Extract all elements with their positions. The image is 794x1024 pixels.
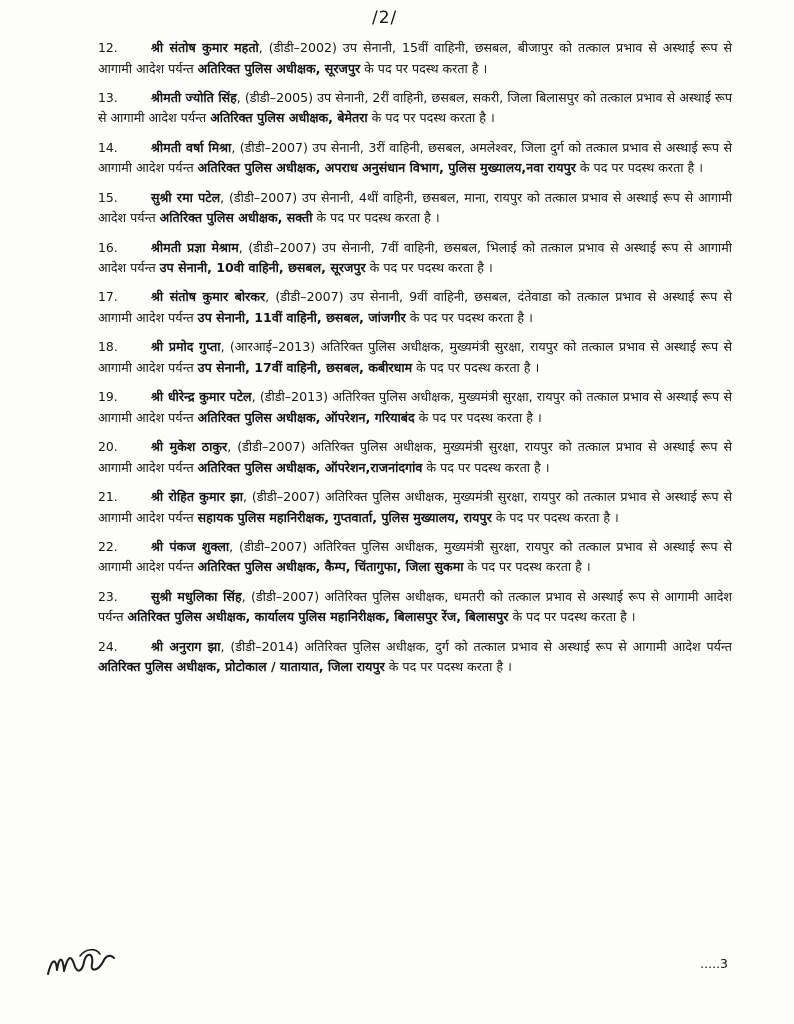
entry-number: 20.: [98, 439, 118, 455]
entry-current-posting-text: , (डीडी–2007) उप सेनानी, 7वीं वाहिनी, छसबल, भिलाई को तत्काल प्रभाव से अस्थाई रूप से आगामी आदेश पर्यन्त: [98, 239, 732, 276]
officer-name: श्री संतोष कुमार महतो: [151, 40, 259, 55]
order-entry: [98, 287, 732, 328]
entry-current-posting-text: , (डीडी–2007) अतिरिक्त पुलिस अधीक्षक, मुख्यमंत्री सुरक्षा, रायपुर को तत्काल प्रभाव से अस्थाई रूप से आगामी आदेश पर्यन्त: [98, 538, 732, 575]
entry-number: 18.: [98, 339, 118, 355]
entry-current-posting-text: , (डीडी–2007) उप सेनानी, 9वीं वाहिनी, छसबल, दंतेवाडा को तत्काल प्रभाव से अस्थाई रूप से आगामी आदेश पर्यन्त: [98, 289, 732, 325]
entry-number: 23.: [98, 588, 118, 604]
entry-closing-text: के पद पर पदस्थ करता है ।: [367, 110, 495, 126]
entry-number: 19.: [98, 389, 118, 405]
entry-current-posting-text: , (डीडी–2007) अतिरिक्त पुलिस अधीक्षक, मुख्यमंत्री सुरक्षा, रायपुर को तत्काल प्रभाव से अस्थाई रूप से आगामी आदेश पर्यन्त: [98, 489, 732, 525]
officer-name: श्रीमती वर्षा मिश्रा: [151, 139, 232, 155]
entry-closing-text: के पद पर पदस्थ करता है ।: [491, 509, 619, 525]
entry-number: 17.: [98, 289, 118, 305]
order-entry: [98, 437, 732, 478]
order-entry: [98, 387, 732, 428]
new-posting: अतिरिक्त पुलिस अधीक्षक, ऑपरेशन, गरियाबंद: [197, 409, 415, 425]
new-posting: अतिरिक्त पुलिस अधीक्षक, बेमेतरा: [210, 110, 368, 126]
entry-closing-text: के पद पर पदस्थ करता है ।: [405, 309, 533, 325]
entry-closing-text: के पद पर पदस्थ करता है ।: [422, 459, 550, 475]
officer-name: श्री मुकेश ठाकुर: [151, 439, 228, 455]
entry-current-posting-text: , (आरआई–2013) अतिरिक्त पुलिस अधीक्षक, मुख्यमंत्री सुरक्षा, रायपुर को तत्काल प्रभाव से अस्थाई रूप से आगामी आदेश पर्यन्त: [98, 339, 732, 375]
entry-current-posting-text: , (डीडी–2007) अतिरिक्त पुलिस अधीक्षक, धमतरी को तत्काल प्रभाव से अस्थाई रूप से आगामी आदेश पर्यन्त: [98, 588, 732, 625]
new-posting: अतिरिक्त पुलिस अधीक्षक, सूरजपुर: [197, 60, 361, 76]
entry-closing-text: के पद पर पदस्थ करता है ।: [463, 559, 591, 575]
order-entry: [98, 138, 732, 179]
entry-closing-text: के पद पर पदस्थ करता है ।: [312, 210, 440, 226]
page-number: /2/: [372, 8, 398, 28]
entry-closing-text: के पद पर पदस्थ करता है ।: [414, 409, 542, 425]
officer-name: श्री पंकज शुक्ला: [151, 538, 230, 554]
officer-name: श्री प्रमोद गुप्ता: [151, 339, 221, 355]
officer-name: सुश्री मधुलिका सिंह: [151, 588, 242, 604]
entry-closing-text: के पद पर पदस्थ करता है ।: [412, 359, 540, 375]
order-entry: [98, 337, 732, 378]
new-posting: उप सेनानी, 10वी वाहिनी, छसबल, सूरजपुर: [159, 260, 366, 276]
order-entry: [98, 188, 732, 229]
continuation-marker: .....3: [700, 956, 728, 971]
officer-name: श्री संतोष कुमार बोरकर: [151, 289, 266, 305]
order-entry: [98, 537, 732, 578]
entry-current-posting-text: , (डीडी–2002) उप सेनानी, 15वीं वाहिनी, छसबल, बीजापुर को तत्काल प्रभाव से अस्थाई रूप से आगामी आदेश पर्यन्त: [98, 40, 732, 76]
entry-closing-text: के पद पर पदस्थ करता है ।: [384, 659, 512, 675]
entry-number: 16.: [98, 239, 118, 255]
entry-number: 15.: [98, 189, 118, 205]
entry-number: 12.: [98, 40, 118, 55]
officer-name: श्रीमती ज्योति सिंह: [151, 89, 237, 105]
order-entry: [98, 88, 732, 129]
entry-current-posting-text: , (डीडी–2007) उप सेनानी, 4थीं वाहिनी, छसबल, माना, रायपुर को तत्काल प्रभाव से अस्थाई रूप से आगामी आदेश पर्यन्त: [98, 189, 732, 226]
new-posting: अतिरिक्त पुलिस अधीक्षक, कार्यालय पुलिस महानिरीक्षक, बिलासपुर रेंज, बिलासपुर: [127, 609, 509, 625]
order-entry: [98, 38, 732, 79]
entry-closing-text: के पद पर पदस्थ करता है ।: [360, 60, 488, 76]
order-entry: [98, 587, 732, 628]
officer-name: श्रीमती प्रज्ञा मेश्राम: [151, 239, 239, 255]
entry-number: 13.: [98, 89, 118, 105]
order-entries-list: [98, 38, 732, 687]
new-posting: सहायक पुलिस महानिरीक्षक, गुप्तवार्ता, पुलिस मुख्यालय, रायपुर: [197, 509, 492, 525]
new-posting: अतिरिक्त पुलिस अधीक्षक, कैम्प, चिंतागुफा, जिला सुकमा: [197, 559, 464, 575]
entry-closing-text: के पद पर पदस्थ करता है ।: [575, 160, 703, 176]
entry-closing-text: के पद पर पदस्थ करता है ।: [508, 609, 636, 625]
entry-current-posting-text: , (डीडी–2007) अतिरिक्त पुलिस अधीक्षक, मुख्यमंत्री सुरक्षा, रायपुर को तत्काल प्रभाव से अस्थाई रूप से आगामी आदेश पर्यन्त: [98, 439, 732, 475]
officer-name: श्री अनुराग झा: [151, 638, 221, 654]
handwritten-signature-icon: [44, 944, 124, 980]
new-posting: अतिरिक्त पुलिस अधीक्षक, ऑपरेशन,राजनांदगांव: [197, 459, 423, 475]
entry-current-posting-text: , (डीडी–2005) उप सेनानी, 2रीं वाहिनी, छसबल, सकरी, जिला बिलासपुर को तत्काल प्रभाव से अस्थाई रूप से आगामी आदेश पर्यन्त: [98, 89, 732, 126]
new-posting: उप सेनानी, 17वीं वाहिनी, छसबल, कबीरधाम: [197, 359, 413, 375]
new-posting: अतिरिक्त पुलिस अधीक्षक, प्रोटोकाल / यातायात, जिला रायपुर: [98, 659, 385, 675]
new-posting: उप सेनानी, 11वीं वाहिनी, छसबल, जांजगीर: [197, 309, 406, 325]
entry-current-posting-text: , (डीडी–2007) उप सेनानी, 3रीं वाहिनी, छसबल, अमलेश्वर, जिला दुर्ग को तत्काल प्रभाव से अस्थाई रूप से आगामी आदेश पर्यन्त: [98, 139, 732, 176]
entry-number: 21.: [98, 489, 118, 505]
entry-number: 14.: [98, 139, 118, 155]
entry-closing-text: के पद पर पदस्थ करता है ।: [365, 260, 493, 276]
entry-current-posting-text: , (डीडी–2013) अतिरिक्त पुलिस अधीक्षक, मुख्यमंत्री सुरक्षा, रायपुर को तत्काल प्रभाव से अस्थाई रूप से आगामी आदेश पर्यन्त: [98, 389, 732, 425]
order-entry: [98, 487, 732, 528]
order-entry: [98, 637, 732, 678]
officer-name: श्री रोहित कुमार झा: [151, 489, 243, 505]
order-entry: [98, 238, 732, 279]
new-posting: अतिरिक्त पुलिस अधीक्षक, सक्ती: [159, 210, 313, 226]
entry-number: 22.: [98, 538, 118, 554]
entry-current-posting-text: , (डीडी–2014) अतिरिक्त पुलिस अधीक्षक, दुर्ग को तत्काल प्रभाव से अस्थाई रूप से आगामी आदेश पर्यन्त: [220, 638, 732, 654]
officer-name: सुश्री रमा पटेल: [151, 189, 221, 205]
officer-name: श्री धीरेन्द्र कुमार पटेल: [151, 389, 252, 405]
new-posting: अतिरिक्त पुलिस अधीक्षक, अपराध अनुसंधान विभाग, पुलिस मुख्यालय,नवा रायपुर: [197, 160, 576, 176]
entry-number: 24.: [98, 638, 118, 654]
